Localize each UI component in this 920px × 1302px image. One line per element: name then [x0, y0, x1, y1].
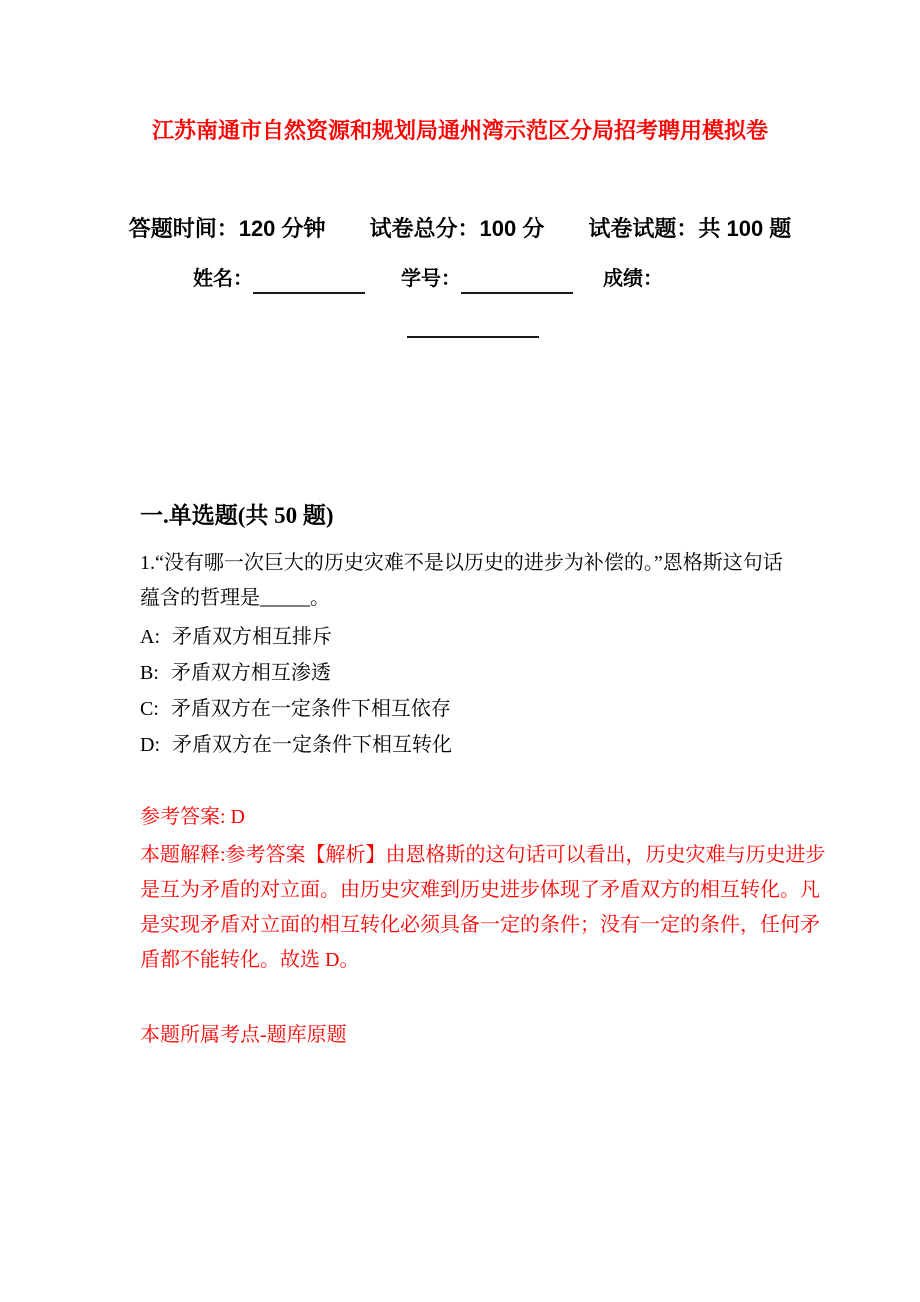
option-c-text: 矛盾双方在一定条件下相互依存: [170, 698, 451, 720]
name-blank-field: [253, 268, 365, 294]
explanation-line-3: 是实现矛盾对立面的相互转化必须具备一定的条件；没有一定的条件，任何矛: [140, 914, 820, 936]
question-text: [140, 546, 880, 616]
explanation-line-2: 是互为矛盾的对立面。由历史灾难到历史进步体现了矛盾双方的相互转化。凡: [140, 879, 820, 901]
student-id-blank-field: [461, 268, 573, 294]
student-id-label: 学号：: [401, 268, 461, 290]
option-c: [140, 691, 880, 727]
exam-duration: 答题时间：120 分钟: [128, 216, 326, 241]
explanation-line-1: 本题解释:参考答案【解析】由恩格斯的这句话可以看出，历史灾难与历史进步: [140, 844, 826, 866]
student-info-row: [193, 264, 663, 294]
name-label: 姓名：: [193, 268, 253, 290]
option-a-text: 矛盾双方相互排斥: [172, 626, 332, 648]
page-title: 江苏南通市自然资源和规划局通州湾示范区分局招考聘用模拟卷: [151, 118, 768, 143]
reference-answer: 参考答案: D: [140, 806, 245, 828]
knowledge-point: 本题所属考点-题库原题: [140, 1024, 347, 1046]
options-list: [140, 619, 880, 763]
option-d-label: D:: [140, 734, 160, 756]
option-a-label: A:: [140, 626, 160, 648]
option-b: [140, 655, 880, 691]
exam-question-count: 试卷试题：共 100 题: [588, 216, 792, 241]
question-line-1: 1.“没有哪一次巨大的历史灾难不是以历史的进步为补偿的。”恩格斯这句话: [140, 552, 783, 574]
option-d-text: 矛盾双方在一定条件下相互转化: [172, 734, 452, 756]
answer-explanation: [140, 838, 900, 978]
option-c-label: C:: [140, 698, 159, 720]
option-b-label: B:: [140, 662, 159, 684]
score-blank-field: [407, 336, 539, 338]
explanation-line-4: 盾都不能转化。故选 D。: [140, 949, 360, 971]
option-a: [140, 619, 880, 655]
option-d: [140, 727, 880, 763]
option-b-text: 矛盾双方相互渗透: [170, 662, 331, 684]
section-heading: 一.单选题(共 50 题): [140, 503, 334, 528]
exam-total-score: 试卷总分：100 分: [369, 216, 545, 241]
question-line-2: 蕴含的哲理是_____。: [140, 587, 330, 609]
exam-info-line: [0, 213, 920, 245]
score-label: 成绩：: [603, 268, 663, 290]
